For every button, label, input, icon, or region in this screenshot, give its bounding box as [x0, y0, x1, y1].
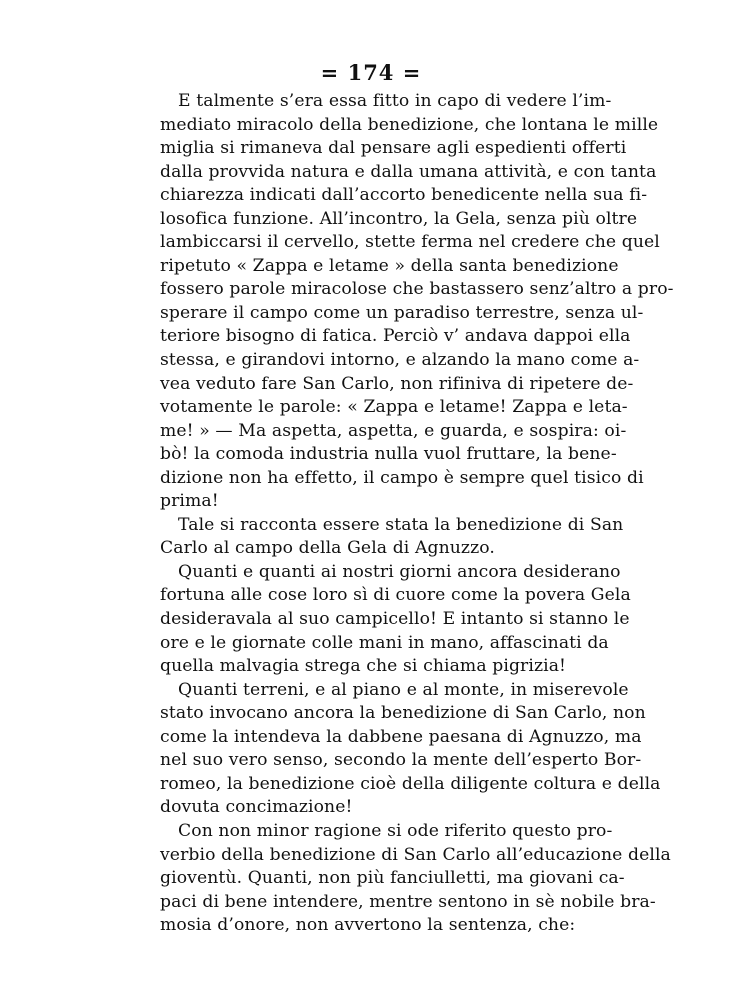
text-line: dizione non ha effetto, il campo è sempre quel tisico di: [160, 467, 644, 488]
paragraph-3: [142, 561, 631, 679]
text-line: stato invocano ancora la benedizione di San Carlo, non: [160, 703, 646, 724]
text-line: Carlo al campo della Gela di Agnuzzo.: [160, 538, 495, 559]
text-line: mosia d’onore, non avvertono la sentenza, che:: [160, 915, 576, 936]
text-line: verbio della benedizione di San Carlo all’educazione della: [160, 844, 671, 865]
text-line: votamente le parole: « Zappa e letame! Zappa e leta-: [160, 397, 628, 418]
text-line: teriore bisogno di fatica. Perciò v’ andava dappoi ella: [160, 326, 631, 347]
text-line: lambiccarsi il cervello, stette ferma nel credere che quel: [160, 232, 660, 253]
text-line: mediato miracolo della benedizione, che lontana le mille: [160, 114, 659, 135]
text-line: Con non minor ragione si ode riferito questo pro-: [178, 820, 613, 841]
text-line: fortuna alle cose loro sì di cuore come la povera Gela: [160, 585, 631, 606]
text-line: sperare il campo come un paradiso terrestre, senza ul-: [160, 302, 644, 323]
text-line: miglia si rimaneva dal pensare agli espedienti offerti: [160, 138, 627, 159]
text-line: vea veduto fare San Carlo, non rifiniva di ripetere de-: [160, 373, 634, 394]
text-line: dalla provvida natura e dalla umana attività, e con tanta: [160, 161, 657, 182]
text-line: romeo, la benedizione cioè della diligente coltura e della: [160, 773, 661, 794]
text-line: me! » — Ma aspetta, aspetta, e guarda, e sospira: oi-: [160, 420, 627, 441]
text-line: Tale si racconta essere stata la benedizione di San: [178, 514, 624, 535]
paragraph-1: [142, 90, 674, 514]
text-line: dovuta concimazione!: [160, 797, 353, 818]
text-line: Quanti terreni, e al piano e al monte, in miserevole: [178, 679, 629, 700]
page-number: = 174 =: [320, 60, 422, 85]
text-line: fossero parole miracolose che bastassero senz’altro a pro-: [160, 279, 674, 300]
text-line: ore e le giornate colle mani in mano, affascinati da: [160, 632, 609, 653]
text-line: E talmente s’era essa fitto in capo di vedere l’im-: [178, 91, 612, 111]
text-line: Quanti e quanti ai nostri giorni ancora desiderano: [178, 561, 621, 582]
text-line: paci di bene intendere, mentre sentono in sè nobile bra-: [160, 891, 656, 912]
text-line: losofica funzione. All’incontro, la Gela, senza più oltre: [160, 208, 638, 229]
text-line: gioventù. Quanti, non più fanciulletti, ma giovani ca-: [160, 868, 625, 889]
paragraph-4: [142, 679, 661, 820]
text-line: come la intendeva la dabbene paesana di Agnuzzo, ma: [160, 726, 642, 747]
text-line: bò! la comoda industria nulla vuol fruttare, la bene-: [160, 444, 617, 465]
text-line: prima!: [160, 491, 219, 512]
text-line: quella malvagia strega che si chiama pigrizia!: [160, 656, 567, 677]
book-page: [142, 58, 674, 938]
paragraph-5: [142, 820, 671, 938]
text-line: chiarezza indicati dall’accorto benedicente nella sua fi-: [160, 185, 648, 206]
text-line: desideravala al suo campicello! E intanto si stanno le: [160, 609, 630, 630]
text-line: stessa, e girandovi intorno, e alzando la mano come a-: [160, 350, 640, 371]
paragraph-2: [142, 514, 624, 561]
text-line: ripetuto « Zappa e letame » della santa benedizione: [160, 255, 619, 276]
text-line: nel suo vero senso, secondo la mente dell’esperto Bor-: [160, 750, 642, 771]
